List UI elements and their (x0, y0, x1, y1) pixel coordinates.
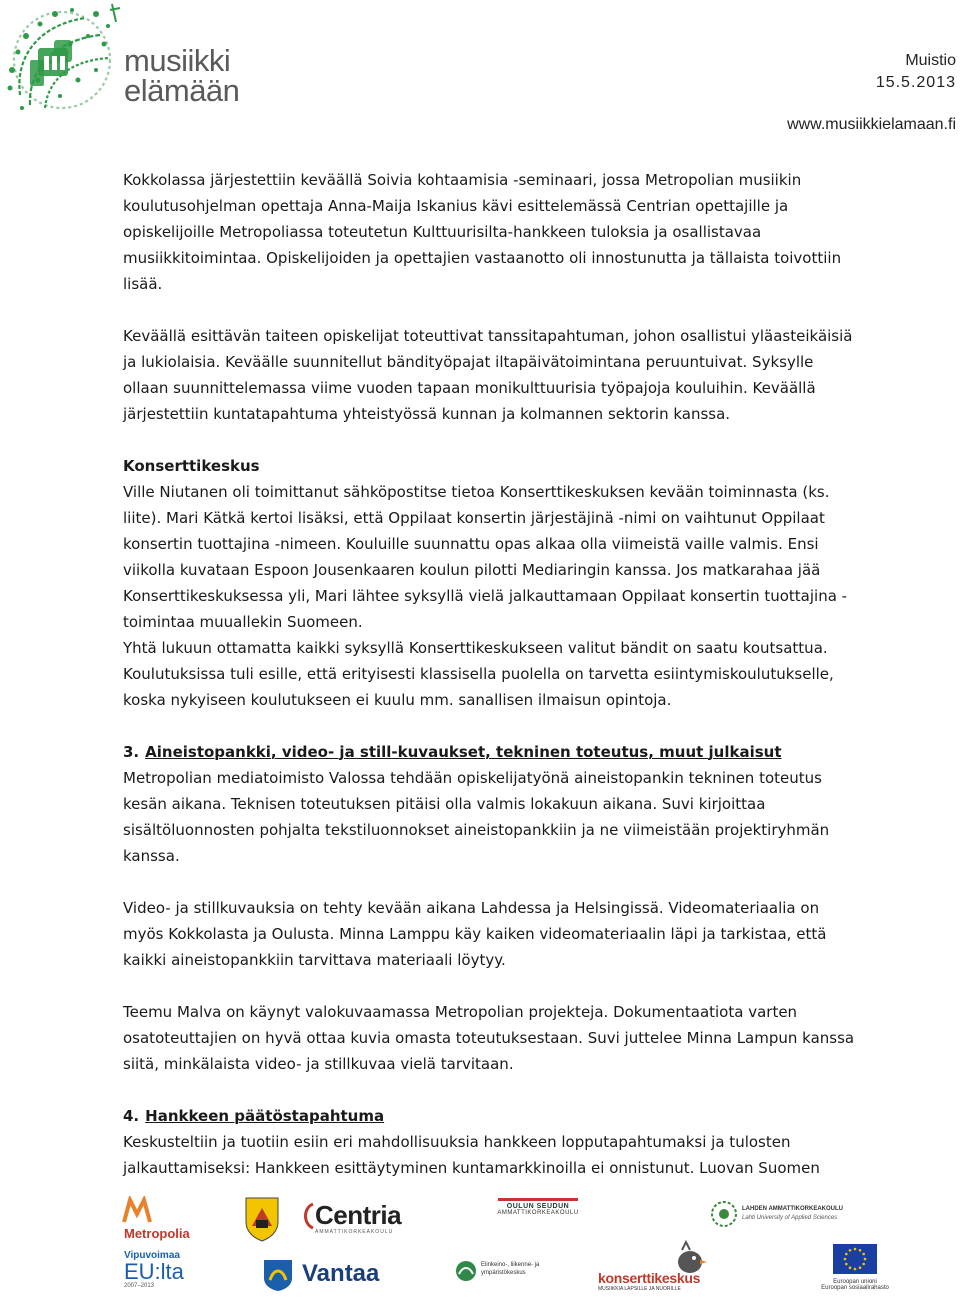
logo-line-1: musiikki (124, 43, 231, 78)
oulu-amk-logo (488, 1198, 588, 1228)
website-link[interactable]: www.musiikkielamaan.fi (787, 116, 956, 133)
heading-konserttikeskus: Konserttikeskus (123, 457, 260, 475)
ely-text-2: ympäristökeskus (481, 1270, 526, 1276)
metropolia-logo (122, 1196, 202, 1242)
centria-logo (315, 1200, 435, 1240)
metropolia-text: Metropolia (124, 1226, 190, 1241)
eu-esr-logo (810, 1244, 900, 1294)
lahti-amk-logo (710, 1200, 855, 1230)
heading-section-3 (123, 739, 863, 765)
section-3-number: 3. (123, 743, 140, 761)
lahti-text-2: Lahti University of Applied Sciences (742, 1215, 838, 1221)
kokkola-coat-of-arms-icon (244, 1196, 280, 1242)
musiikki-elamaan-emblem-icon (0, 0, 124, 118)
section-4-title: Hankkeen päätöstapahtuma (145, 1107, 385, 1125)
vantaa-text: Vantaa (302, 1260, 380, 1287)
konserttikeskus-subtext: MUSIIKKIA LAPSILLE JA NUORILLE (598, 1286, 681, 1292)
vantaa-logo (262, 1258, 392, 1294)
metropolia-m-icon (122, 1196, 152, 1226)
centria-text: Centria (315, 1200, 402, 1230)
paragraph-video-stillkuvaus: Video- ja stillkuvauksia on tehty kevään aikana Lahdessa ja Helsingissä. Videomateriaalia on myös Kokkolasta ja Oulusta. Minna Lamppu käy kaiken videomateriaalin läpi ja tarkistaa, että kaikki aineistopankkiin tarvittava materiaali löytyy. (123, 899, 827, 969)
document-meta (787, 50, 956, 136)
ely-keskus-logo (455, 1258, 565, 1294)
vipuvoimaa-text: Vipuvoimaa (124, 1250, 180, 1261)
document-type: Muistio (905, 52, 956, 69)
vantaa-crest-icon (262, 1258, 294, 1292)
section-4-number: 4. (123, 1107, 140, 1125)
paragraph-valokuvaus: Teemu Malva on käynyt valokuvaamassa Metropolian projekteja. Dokumentaatiota varten osatoteuttajien on hyvä ottaa kuvia omasta toteutuksestaan. Suvi juttelee Minna Lampun kanssa siitä, minkälaista video- ja stillkuvaa vielä tarvitaan. (123, 1003, 855, 1073)
centria-subtext: AMMATTIKORKEAKOULU (315, 1229, 394, 1235)
vipuvoimaa-eulta-logo (124, 1250, 234, 1296)
eulta-text: EU:lta (124, 1259, 184, 1284)
paragraph-konserttikeskus-2: Yhtä lukuun ottamatta kaikki syksyllä Konserttikeskukseen valitut bändit on saatu koutsattua. Koulutuksissa tuli esille, että erityisesti klassisella puolella on tarvetta esiintymiskoulutukselle, koska nykyiseen koulutukseen ei kuulu mm. sanallisen ilmaisun opintoja. (123, 639, 834, 709)
eu-flag-icon (833, 1244, 877, 1274)
paragraph-konserttikeskus-1: Ville Niutanen oli toimittanut sähköpostitse tietoa Konserttikeskuksen kevään toiminnasta (ks. liite). Mari Kätkä kertoi lisäksi, että Oppilaat konsertin järjestäjinä -nimi on vaihtunut Oppilaat konsertin tuottajina -nimeen. Kouluille suunnattu opas alkaa olla viimeistä vaille valmis. Ensi viikolla kuvataan Espoon Jousenkaaren koulun pilotti Mediaringin kanssa. Jos matkarahaa jää Konserttikeskuksessa yli, Mari lähtee syksyllä vielä jalkauttamaan Oppilaat konsertin tuottajina -toimintaa muuallekin Suomeen. (123, 483, 848, 631)
konserttikeskus-logo (598, 1240, 728, 1294)
oulu-text-1: OULUN SEUDUN (506, 1203, 570, 1210)
lahti-text-1: LAHDEN AMMATTIKORKEAKOULU (742, 1206, 843, 1212)
partner-logos (110, 1188, 960, 1297)
paragraph-soivia-kohtaamisia: Kokkolassa järjestettiin keväällä Soivia kohtaamisia -seminaari, jossa Metropolian musiikin koulutusohjelman opettaja Anna-Maija Iskanius kävi esittelemässä Centrian opettajille ja opiskelijoille Metropoliassa toteutetun Kulttuurisilta-hankkeen tuloksia ja osallistavaa musiikkitoimintaa. Opiskelijoiden ja opettajien vastaanotto oli innostunutta ja tällaista toivottiin lisää. (123, 171, 842, 293)
musiikki-elamaan-logo (0, 0, 240, 118)
centria-swirl-icon (301, 1202, 315, 1230)
lahti-amk-emblem-icon (710, 1200, 738, 1228)
document-body (123, 167, 863, 1207)
eu-text-2: Euroopan sosiaalirahasto (821, 1285, 889, 1291)
ely-emblem-icon (455, 1260, 477, 1282)
heading-section-4 (123, 1103, 863, 1129)
paragraph-tanssitapahtuma: Keväällä esittävän taiteen opiskelijat toteuttivat tanssitapahtuman, johon osallistui yläasteikäisiä ja lukiolaisia. Keväälle suunnitellut bändityöpajat iltapäivätoimintana peruuntuivat. Syksylle ollaan suunnittelemassa viime vuoden tapaan monikulttuurisia työpajoja kouluihin. Keväällä järjestettiin kuntatapahtuma yhteistyössä kunnan ja kolmannen sektorin kanssa. (123, 327, 853, 423)
eu-text-1: Euroopan unioni (833, 1279, 877, 1285)
eu-years-text: 2007–2013 (124, 1283, 155, 1289)
paragraph-aineistopankki: Metropolian mediatoimisto Valossa tehdään opiskelijatyönä aineistopankin tekninen toteutus kesän aikana. Teknisen toteutuksen pitäisi olla valmis lokakuun aikana. Suvi kirjoittaa sisältöluonnosten pohjalta tekstiluonnokset aineistopankkiin ja ne viimeistään projektiryhmän kanssa. (123, 769, 830, 865)
konserttikeskus-text: konserttikeskus (598, 1270, 701, 1286)
ely-text-1: Elinkeino-, liikenne- ja (481, 1262, 540, 1268)
section-3-title: Aineistopankki, video- ja still-kuvaukset, tekninen toteutus, muut julkaisut (145, 743, 782, 761)
oulu-text-2: AMMATTIKORKEAKOULU (497, 1210, 579, 1216)
logo-line-2: elämään (124, 73, 240, 108)
document-date: 15.5.2013 (875, 74, 956, 91)
paragraph-paatostapahtuma: Keskusteltiin ja tuotiin esiin eri mahdollisuuksia hankkeen lopputapahtumaksi ja tulosten jalkauttamiseksi: Hankkeen esittäytyminen kuntamarkkinoilla ei onnistunut. Luovan Suomen (123, 1133, 820, 1177)
